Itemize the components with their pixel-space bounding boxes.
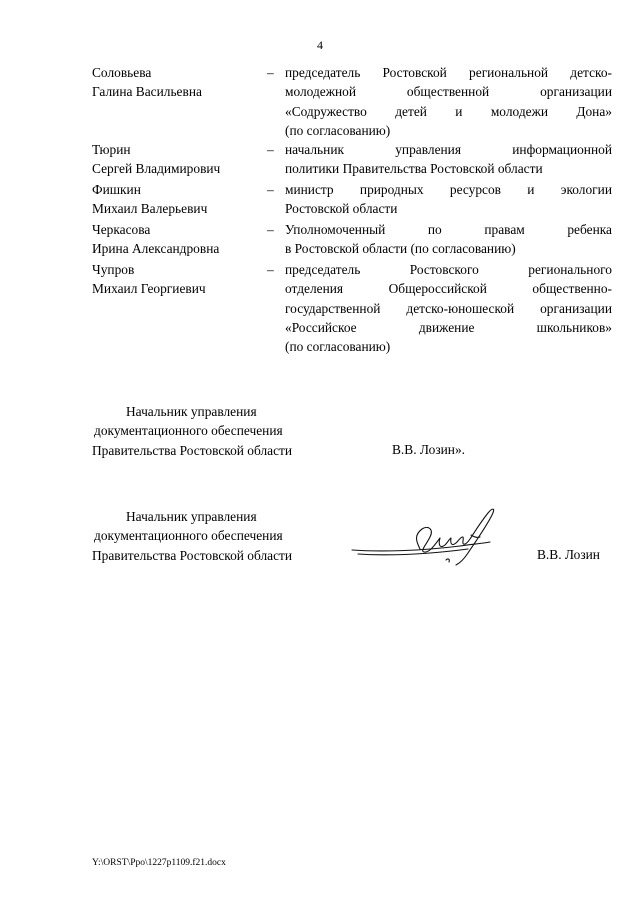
signatory-title-line: Начальник управления: [126, 404, 257, 419]
member-description: [285, 220, 612, 259]
description-line: «Содружество детей и молодежи Дона»: [285, 103, 612, 119]
description-line: председатель Ростовского регионального: [285, 262, 612, 277]
member-description: [285, 63, 612, 140]
member-dash: –: [267, 142, 274, 157]
member-given-names: Михаил Валерьевич: [92, 201, 208, 217]
signatory-title-line: Правительства Ростовской области: [92, 442, 293, 458]
member-given-names: Михаил Георгиевич: [92, 281, 206, 297]
file-path-footer: Y:\ORST\Ppo\1227p1109.f21.docx: [92, 858, 226, 868]
description-line: председатель Ростовской региональной детско-: [285, 65, 612, 80]
page-number: 4: [317, 38, 323, 52]
member-surname: Фишкин: [92, 182, 141, 197]
description-line: политики Правительства Ростовской области: [285, 161, 543, 177]
member-given-names: Ирина Александровна: [92, 241, 220, 257]
description-line: государственной детско-юношеской организации: [285, 300, 612, 316]
member-surname: Соловьева: [92, 65, 152, 80]
description-line: в Ростовской области (по согласованию): [285, 241, 516, 257]
member-name: [92, 63, 262, 102]
description-line: молодежной общественной организации: [285, 84, 612, 100]
description-line: Ростовской области: [285, 201, 398, 217]
member-dash: –: [267, 182, 274, 197]
signatory-title: [92, 507, 342, 565]
member-given-names: Сергей Владимирович: [92, 161, 221, 177]
member-description: [285, 260, 612, 356]
signatory-title-line: Правительства Ростовской области: [92, 547, 293, 563]
member-dash: –: [267, 262, 274, 277]
member-description: [285, 140, 612, 179]
description-line: начальник управления информационной: [285, 142, 612, 157]
member-dash: –: [267, 65, 274, 80]
handwritten-signature: [350, 505, 510, 575]
signatory-title: [92, 402, 342, 460]
description-line: отделения Общероссийской общественно-: [285, 281, 612, 297]
description-line: (по согласованию): [285, 122, 391, 138]
member-description: [285, 180, 612, 219]
signatory-title-line: документационного обеспечения: [94, 528, 283, 544]
member-dash: –: [267, 222, 274, 237]
member-surname: Черкасова: [92, 222, 151, 237]
member-surname: Тюрин: [92, 142, 131, 157]
signatory-name: В.В. Лозин».: [392, 442, 466, 457]
member-name: [92, 220, 262, 259]
signatory-name: В.В. Лозин: [537, 547, 600, 562]
member-name: [92, 260, 262, 299]
member-name: [92, 180, 262, 219]
member-given-names: Галина Васильевна: [92, 84, 202, 100]
description-line: «Российское движение школьников»: [285, 319, 612, 335]
member-name: [92, 140, 262, 179]
member-surname: Чупров: [92, 262, 135, 277]
description-line: Уполномоченный по правам ребенка: [285, 222, 612, 237]
description-line: (по согласованию): [285, 339, 391, 355]
signatory-title-line: Начальник управления: [126, 509, 257, 524]
signatory-title-line: документационного обеспечения: [94, 423, 283, 439]
description-line: министр природных ресурсов и экологии: [285, 182, 612, 197]
